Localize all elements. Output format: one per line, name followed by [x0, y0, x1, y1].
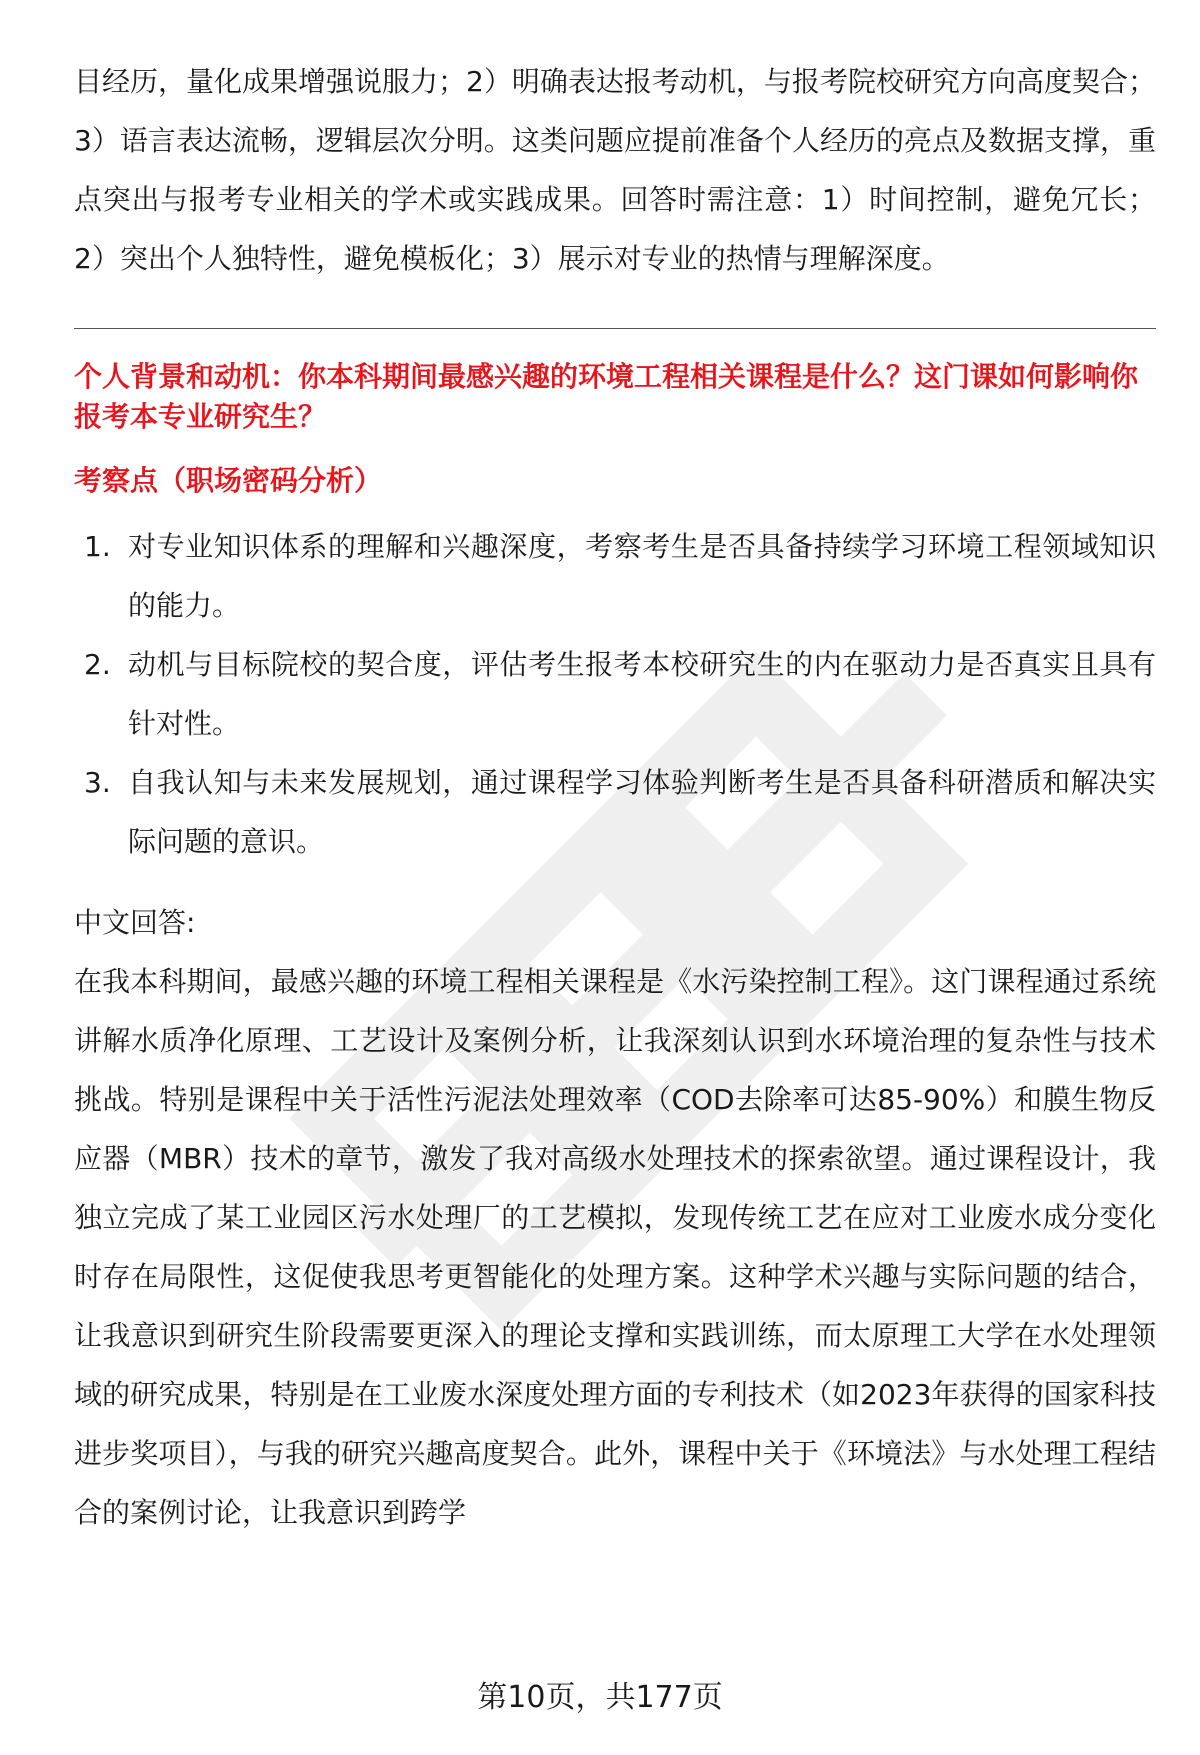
intro-paragraph: 目经历，量化成果增强说服力；2）明确表达报考动机，与报考院校研究方向高度契合；3）语言表达流畅，逻辑层次分明。这类问题应提前准备个人经历的亮点及数据支撑，重点突出与报考专业相关的学术或实践成果。回答时需注意：1）时间控制，避免冗长；2）突出个人独特性，避免模板化；3）展示对专业的热情与理解深度。 — [74, 65, 1156, 275]
question-title: 个人背景和动机：你本科期间最感兴趣的环境工程相关课程是什么？这门课如何影响你报考本专业研究生？ — [74, 360, 1139, 433]
list-item-number: 3. — [84, 766, 111, 799]
list-item-text: 对专业知识体系的理解和兴趣深度，考察考生是否具备持续学习环境工程领域知识的能力。 — [128, 530, 1156, 622]
analysis-heading: 考察点（职场密码分析） — [74, 464, 383, 497]
list-item-number: 1. — [84, 530, 111, 563]
list-item-text: 自我认知与未来发展规划，通过课程学习体验判断考生是否具备科研潜质和解决实际问题的意识。 — [128, 766, 1156, 858]
list-item — [74, 635, 1156, 753]
list-item — [74, 517, 1156, 635]
document-page — [74, 52, 1156, 1542]
answer-label: 中文回答: — [74, 906, 196, 939]
answer-paragraph: 在我本科期间，最感兴趣的环境工程相关课程是《水污染控制工程》。这门课程通过系统讲解水质净化原理、工艺设计及案例分析，让我深刻认识到水环境治理的复杂性与技术挑战。特别是课程中关于活性污泥法处理效率（COD去除率可达85-90%）和膜生物反应器（MBR）技术的章节，激发了我对高级水处理技术的探索欲望。通过课程设计，我独立完成了某工业园区污水处理厂的工艺模拟，发现传统工艺在应对工业废水成分变化时存在局限性，这促使我思考更智能化的处理方案。这种学术兴趣与实际问题的结合，让我意识到研究生阶段需要更深入的理论支撑和实践训练，而太原理工大学在水处理领域的研究成果，特别是在工业废水深度处理方面的专利技术（如2023年获得的国家科技进步奖项目），与我的研究兴趣高度契合。此外，课程中关于《环境法》与水处理工程结合的案例讨论，让我意识到跨学 — [74, 965, 1156, 1529]
list-item-text: 动机与目标院校的契合度，评估考生报考本校研究生的内在驱动力是否真实且具有针对性。 — [128, 648, 1156, 740]
list-item — [74, 753, 1156, 871]
analysis-points-list — [74, 517, 1156, 871]
section-divider — [74, 328, 1156, 329]
page-number-footer: 第10页，共177页 — [477, 1680, 723, 1715]
list-item-number: 2. — [84, 648, 111, 681]
